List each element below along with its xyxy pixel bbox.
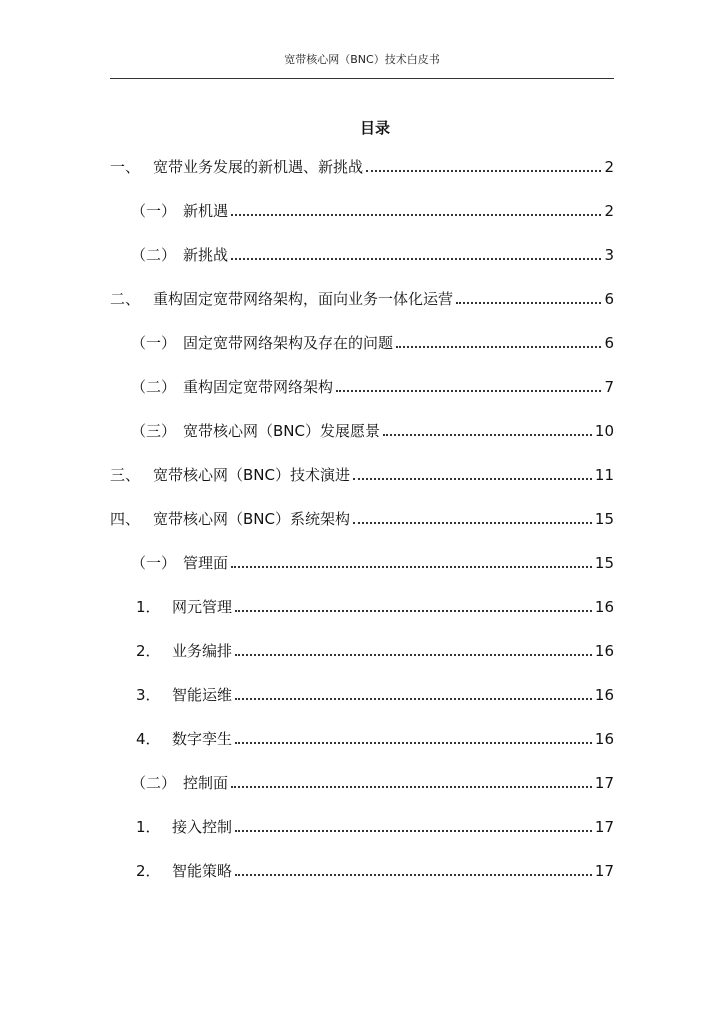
running-header: 宽带核心网（BNC）技术白皮书 [284, 53, 440, 66]
toc-entry-page: 15 [594, 554, 614, 572]
toc-entry-number: 2． [136, 642, 161, 660]
dot-leader [231, 214, 601, 216]
dot-leader [456, 302, 601, 304]
toc-entry[interactable] [131, 243, 614, 265]
toc-entry-page: 17 [594, 862, 614, 880]
toc-entry-number: （一） [131, 334, 177, 352]
toc-entry[interactable] [131, 199, 614, 221]
toc-entry-page: 16 [594, 730, 614, 748]
toc-entry-number: （二） [131, 378, 177, 396]
dot-leader [235, 610, 592, 612]
toc-entry-page: 16 [594, 598, 614, 616]
toc-entry[interactable] [136, 815, 614, 837]
dot-leader [231, 258, 601, 260]
toc-entry-text: 宽带业务发展的新机遇、新挑战 [153, 158, 364, 176]
toc-entry-text: 智能策略 [172, 862, 233, 880]
toc-entry-text: 数字孪生 [172, 730, 233, 748]
toc-entry-page: 6 [604, 334, 614, 352]
dot-leader [235, 654, 592, 656]
toc-entry-page: 2 [604, 202, 614, 220]
dot-leader [383, 434, 592, 436]
toc-entry-number: 1． [136, 818, 161, 836]
toc-entry-number: 4． [136, 730, 161, 748]
toc-entry-text: 业务编排 [172, 642, 233, 660]
toc-entry-number: 3． [136, 686, 161, 704]
toc-entry-page: 7 [604, 378, 614, 396]
toc-entry-page: 11 [594, 466, 614, 484]
toc-entry-number: （二） [131, 246, 177, 264]
toc-entry-text: 重构固定宽带网络架构 [183, 378, 334, 396]
dot-leader [235, 874, 592, 876]
toc-entry-page: 16 [594, 642, 614, 660]
toc-entry-number: （二） [131, 774, 177, 792]
toc-entry[interactable] [110, 507, 614, 529]
dot-leader [353, 478, 592, 480]
toc-entry-page: 16 [594, 686, 614, 704]
toc-entry-page: 2 [604, 158, 614, 176]
dot-leader [235, 698, 592, 700]
toc-entry[interactable] [131, 419, 614, 441]
toc-entry-page: 15 [594, 510, 614, 528]
toc-entry-number: 四、 [110, 510, 141, 528]
toc-entry[interactable] [131, 551, 614, 573]
toc-entry[interactable] [131, 331, 614, 353]
toc-entry-number: （三） [131, 422, 177, 440]
toc-entry[interactable] [136, 727, 614, 749]
dot-leader [235, 742, 592, 744]
dot-leader [231, 786, 592, 788]
dot-leader [353, 522, 592, 524]
toc-entry-text: 固定宽带网络架构及存在的问题 [183, 334, 394, 352]
dot-leader [235, 830, 592, 832]
toc-entry[interactable] [110, 463, 614, 485]
dot-leader [231, 566, 592, 568]
toc-entry[interactable] [110, 155, 614, 177]
toc-entry-text: 管理面 [183, 554, 229, 572]
toc-entry-number: 2． [136, 862, 161, 880]
toc-entry-number: 一、 [110, 158, 141, 176]
toc-entry[interactable] [131, 375, 614, 397]
toc-entry-text: 控制面 [183, 774, 229, 792]
toc-entry-text: 网元管理 [172, 598, 233, 616]
toc-entry-page: 3 [604, 246, 614, 264]
toc-entry-number: （一） [131, 554, 177, 572]
toc-entry-text: 接入控制 [172, 818, 233, 836]
toc-entry-text: 宽带核心网（BNC）发展愿景 [183, 422, 380, 440]
toc-entry[interactable] [136, 595, 614, 617]
toc-entry-number: 1． [136, 598, 161, 616]
toc-entry-text: 智能运维 [172, 686, 233, 704]
toc-entry-text: 宽带核心网（BNC）系统架构 [153, 510, 350, 528]
toc-entry[interactable] [110, 287, 614, 309]
toc-entry-number: 三、 [110, 466, 141, 484]
toc-entry-page: 17 [594, 818, 614, 836]
toc-title: 目录 [359, 119, 390, 137]
toc-entry-page: 10 [594, 422, 614, 440]
toc-entry[interactable] [136, 683, 614, 705]
dot-leader [366, 170, 601, 172]
toc-entry[interactable] [131, 771, 614, 793]
toc-entry[interactable] [136, 859, 614, 881]
toc-entry-text: 宽带核心网（BNC）技术演进 [153, 466, 350, 484]
dot-leader [336, 390, 601, 392]
toc-entry-text: 新机遇 [183, 202, 229, 220]
toc-entry-page: 6 [604, 290, 614, 308]
toc-entry-text: 新挑战 [183, 246, 229, 264]
toc-entry-number: （一） [131, 202, 177, 220]
toc-entry-number: 二、 [110, 290, 141, 308]
toc-entry-text: 重构固定宽带网络架构，面向业务一体化运营 [153, 290, 454, 308]
toc-entry-page: 17 [594, 774, 614, 792]
toc-entry[interactable] [136, 639, 614, 661]
dot-leader [396, 346, 601, 348]
